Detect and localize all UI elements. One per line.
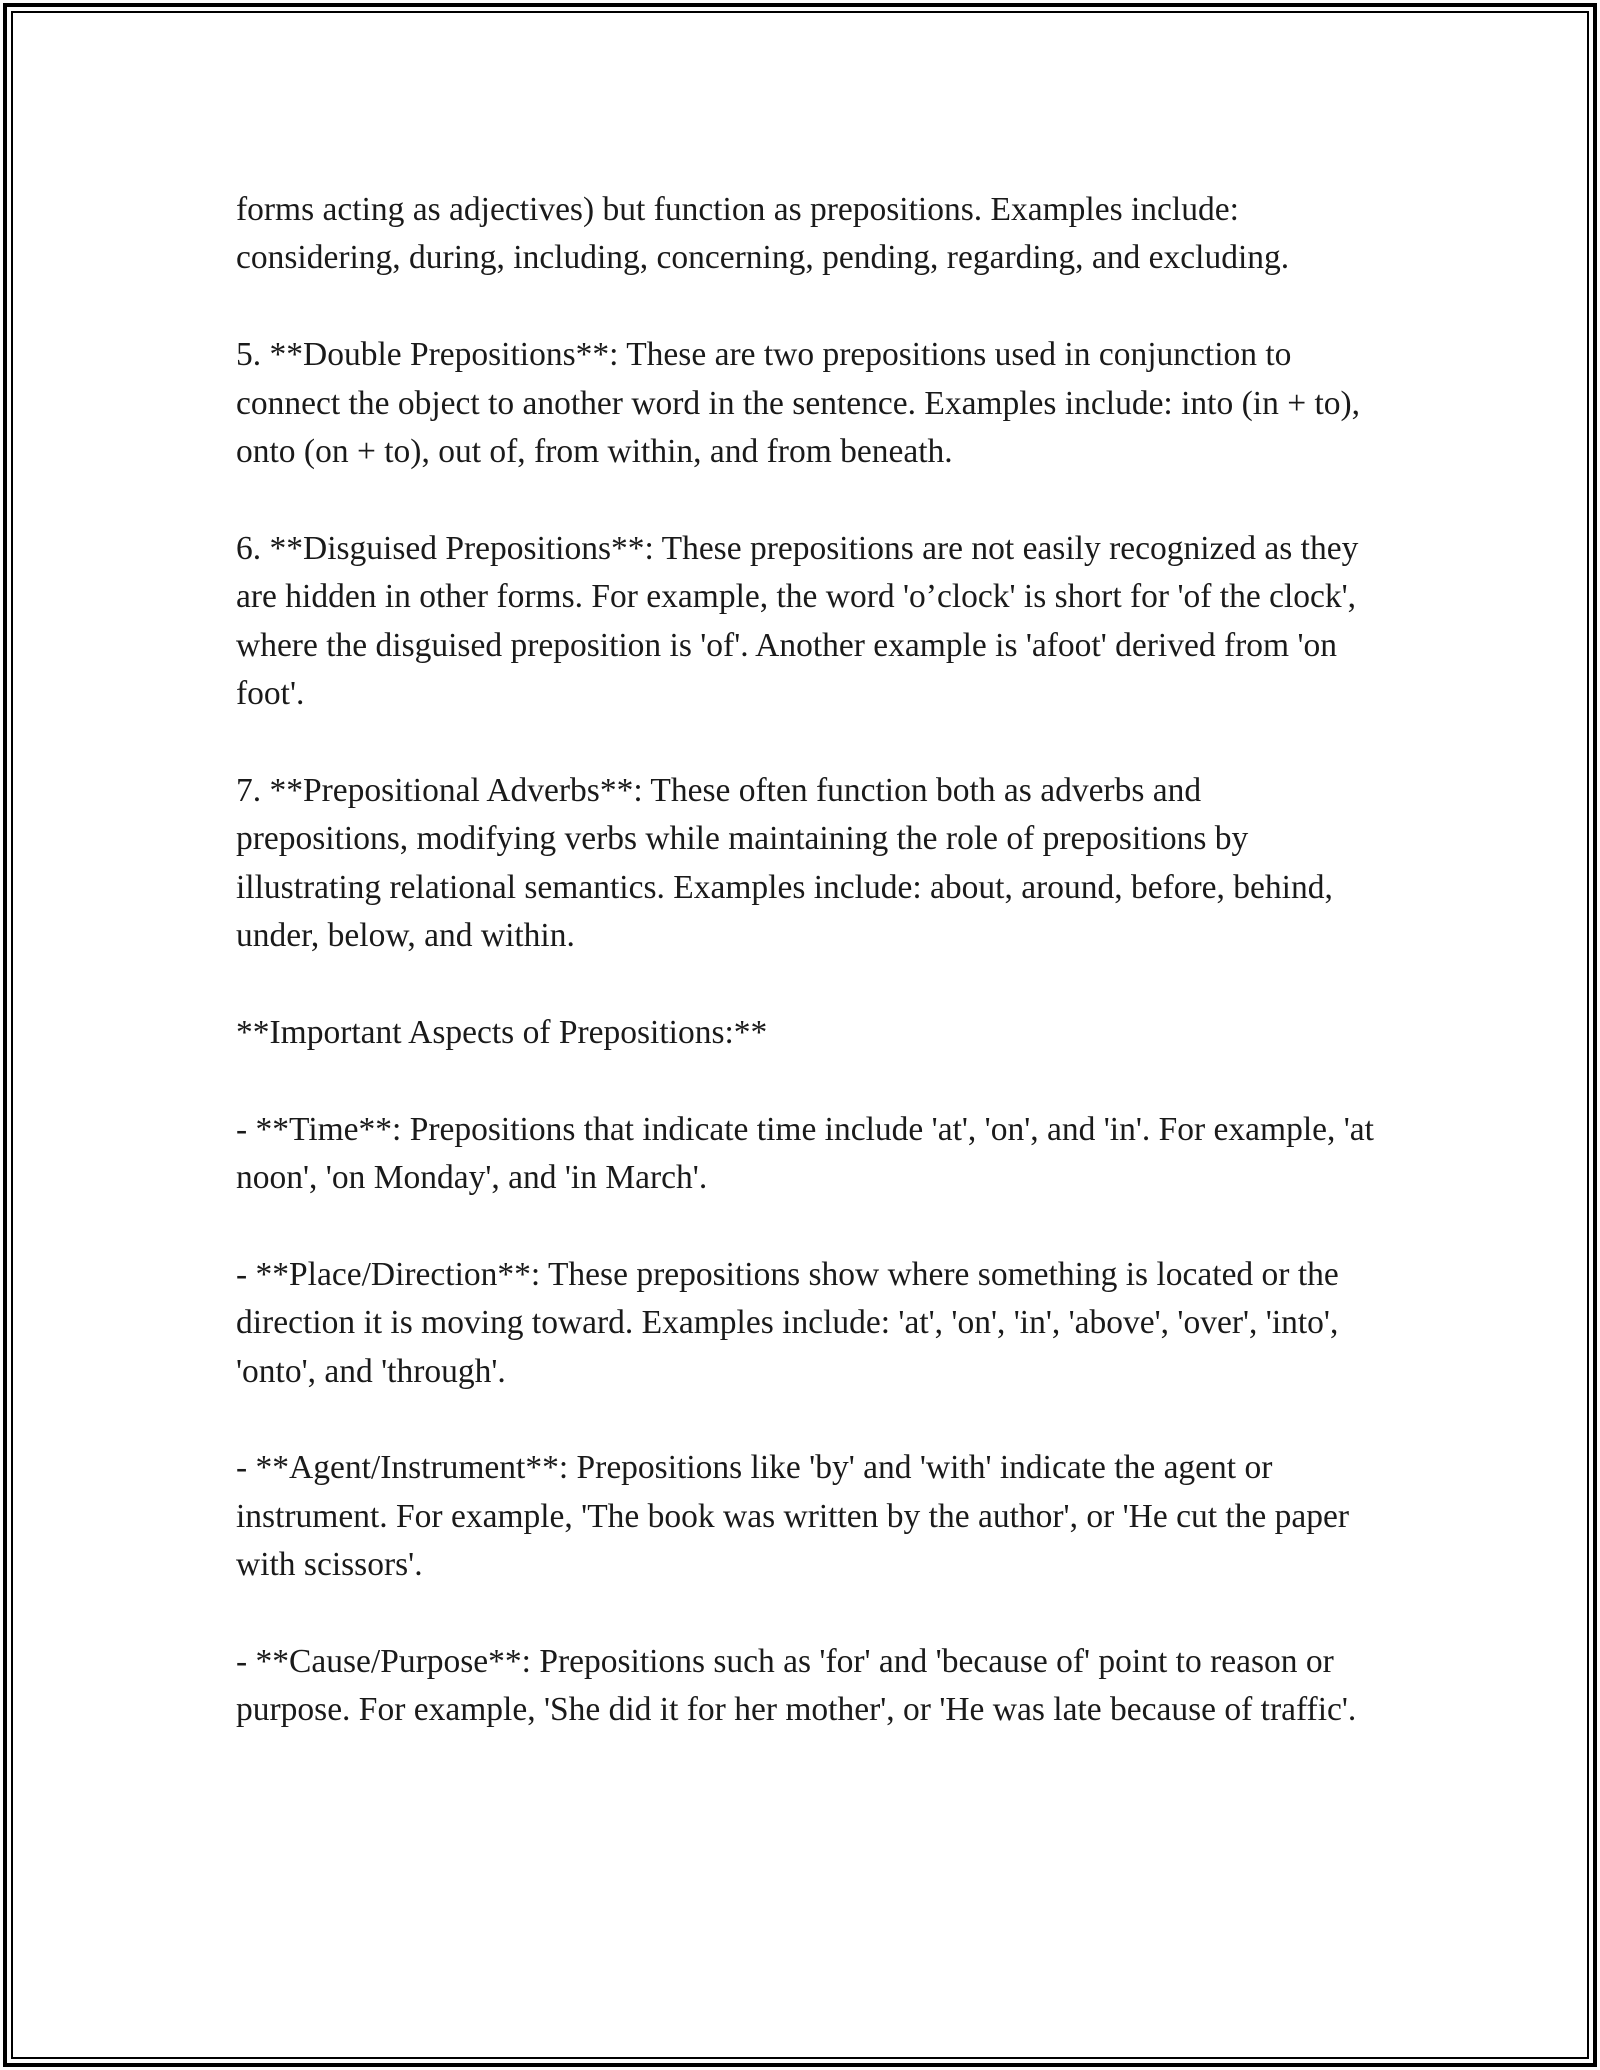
paragraph-double-prepositions: 5. **Double Prepositions**: These are two prepositions used in conjunction to connect the object to another word in the sentence. Examples include: into (in + to), onto (on + to), out of, from within, and from beneath. — [236, 336, 1361, 471]
document-body — [236, 186, 1376, 1783]
paragraph-time: - **Time**: Prepositions that indicate time include 'at', 'on', and 'in'. For example, 'at noon', 'on Monday', and 'in March'. — [236, 1110, 1374, 1197]
paragraph-cause-purpose: - **Cause/Purpose**: Prepositions such as 'for' and 'because of' point to reason or purpose. For example, 'She did it for her mother', or 'He was late because of traffic'. — [236, 1643, 1357, 1729]
heading-important-aspects: **Important Aspects of Prepositions:** — [236, 1013, 768, 1051]
paragraph-participle-prepositions-continued: forms acting as adjectives) but function as prepositions. Examples include: considering, during, including, concerning, pending, regarding, and excluding. — [236, 191, 1290, 277]
paragraph-prepositional-adverbs: 7. **Prepositional Adverbs**: These often function both as adverbs and prepositions, modifying verbs while maintaining the role of prepositions by illustrating relational semantics. Examples include: about, around, before, behind, under, below, and within. — [236, 771, 1333, 955]
paragraph-agent-instrument: - **Agent/Instrument**: Prepositions like 'by' and 'with' indicate the agent or instrument. For example, 'The book was written by the author', or 'He cut the paper with scissors'. — [236, 1449, 1350, 1584]
paragraph-disguised-prepositions: 6. **Disguised Prepositions**: These prepositions are not easily recognized as they are hidden in other forms. For example, the word 'o’clock' is short for 'of the clock', where the disguised preposition is 'of'. Another example is 'afoot' derived from 'on foot'. — [236, 529, 1359, 713]
paragraph-place-direction: - **Place/Direction**: These prepositions show where something is located or the direction it is moving toward. Examples include: 'at', 'on', 'in', 'above', 'over', 'into', 'onto', and 'through'. — [236, 1255, 1339, 1390]
